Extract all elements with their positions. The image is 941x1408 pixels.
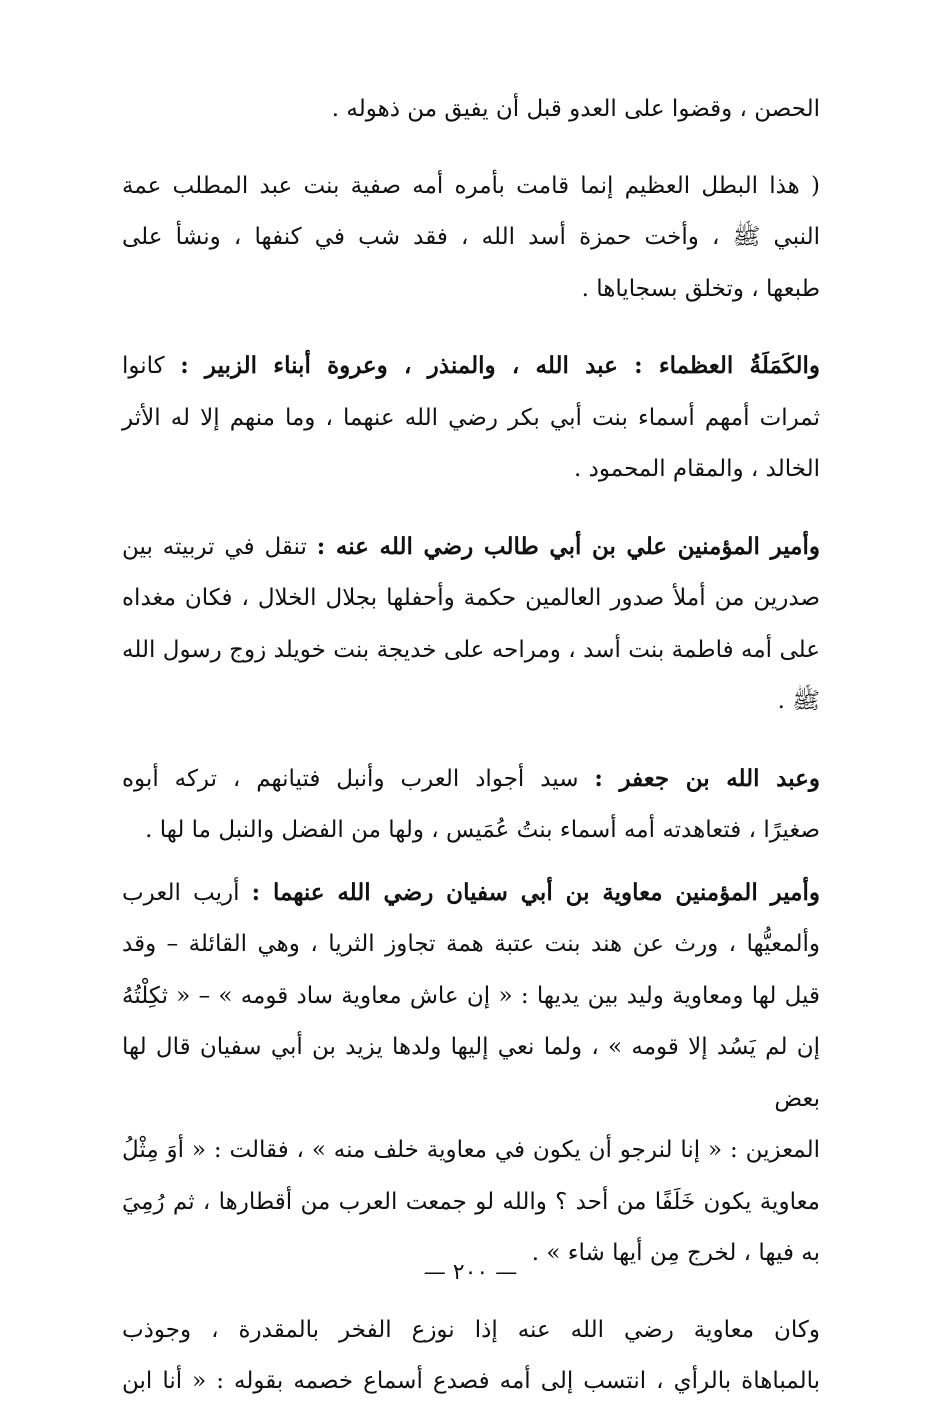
text-line: إن لم يَسُد إلا قومه » ، ولما نعي إليها ولدها يزيد بن أبي سفيان قال لها بعض <box>122 1034 820 1112</box>
paragraph-gap <box>122 728 820 753</box>
text-run: أريب العرب <box>122 879 252 906</box>
text-line: المعزين : « إنا لنرجو أن يكون في معاوية خلف منه » ، فقالت : « أوَ مِثْلُ <box>122 1137 820 1163</box>
text-line: به فيها ، لخرج مِن أيها شاء » . <box>531 1240 820 1266</box>
text-line <box>122 521 820 574</box>
paragraph-gap <box>122 857 820 867</box>
text-line <box>122 340 820 393</box>
paragraph-lead: وعبد الله بن جعفر : <box>594 764 820 792</box>
text-line: وألمعيُّها ، ورث عن هند بنت عتبة همة تجاوز الثريا ، وهي القائلة – وقد <box>122 931 820 957</box>
text-line: قيل لها ومعاوية وليد بين يديها : « إن عاش معاوية ساد قومه » – « ثكِلْتُهُ <box>122 982 820 1009</box>
paragraph-lead: والكَمَلَةُ العظماء : عبد الله ، والمنذر ، وعروة أبناء الزبير : <box>180 352 820 379</box>
text-run: كانوا <box>122 353 181 379</box>
text-line: على أمه فاطمة بنت أسد ، ومراحه على خديجة بنت خويلد زوج رسول الله <box>122 636 820 663</box>
text-line: ﷺ . <box>777 688 820 714</box>
paragraph-lead: وأمير المؤمنين معاوية بن أبي سفيان رضي الله عنهما : <box>251 878 820 906</box>
paragraph-gap <box>122 315 820 340</box>
text-line: بالمباهاة بالرأي ، انتسب إلى أمه فصدع أسماع خصمه بقوله : « أنا ابن <box>122 1368 820 1394</box>
paragraph-1 <box>122 84 820 136</box>
text-line: النبي ﷺ ، وأخت حمزة أسد الله ، فقد شب في كنفها ، ونشأ على <box>122 224 820 250</box>
paragraph-7 <box>122 1305 820 1408</box>
text-line: صدرين من أملأ صدور العالمين حكمة وأحفلها بجلال الخلال ، فكان مغداه <box>122 585 820 611</box>
text-line: الحصن ، وقضوا على العدو قبل أن يفيق من ذهوله . <box>331 96 820 122</box>
paragraph-6 <box>122 867 820 1280</box>
paragraph-lead: وأمير المؤمنين علي بن أبي طالب رضي الله عنه : <box>316 532 820 560</box>
text-line: ( هذا البطل العظيم إنما قامت بأمره أمه صفية بنت عبد المطلب عمة <box>122 172 820 199</box>
text-line <box>122 753 820 806</box>
text-line: طبعها ، وتخلق بسجاياها . <box>581 275 820 302</box>
page-number: — ٢٠٠ — <box>423 1260 518 1285</box>
paragraph-2 <box>122 161 820 316</box>
text-run: تنقل في تربيته بين <box>122 533 317 560</box>
text-line: ثمرات أمهم أسماء بنت أبي بكر رضي الله عنهما ، وما منهم إلا له الأثر <box>122 404 820 431</box>
text-line: وكان معاوية رضي الله عنه إذا نوزع الفخر بالمقدرة ، وجوذب <box>122 1316 820 1343</box>
paragraph-gap <box>122 496 820 521</box>
text-line <box>122 867 820 920</box>
text-run: سيد أجواد العرب وأنبل فتيانهم ، تركه أبوه <box>122 765 595 792</box>
paragraph-5 <box>122 753 820 857</box>
text-body <box>122 84 820 1408</box>
text-line: الخالد ، والمقام المحمود . <box>574 456 820 482</box>
text-line: صغيرًا ، فتعاهدته أمه أسماء بنتُ عُمَيس ، ولها من الفضل والنبل ما لها . <box>145 817 820 843</box>
paragraph-gap <box>122 136 820 161</box>
paragraph-4 <box>122 521 820 728</box>
text-line: معاوية يكون خَلَفًا من أحد ؟ والله لو جمعت العرب من أقطارها ، ثم رُمِيَ <box>122 1188 820 1215</box>
paragraph-3 <box>122 340 820 496</box>
